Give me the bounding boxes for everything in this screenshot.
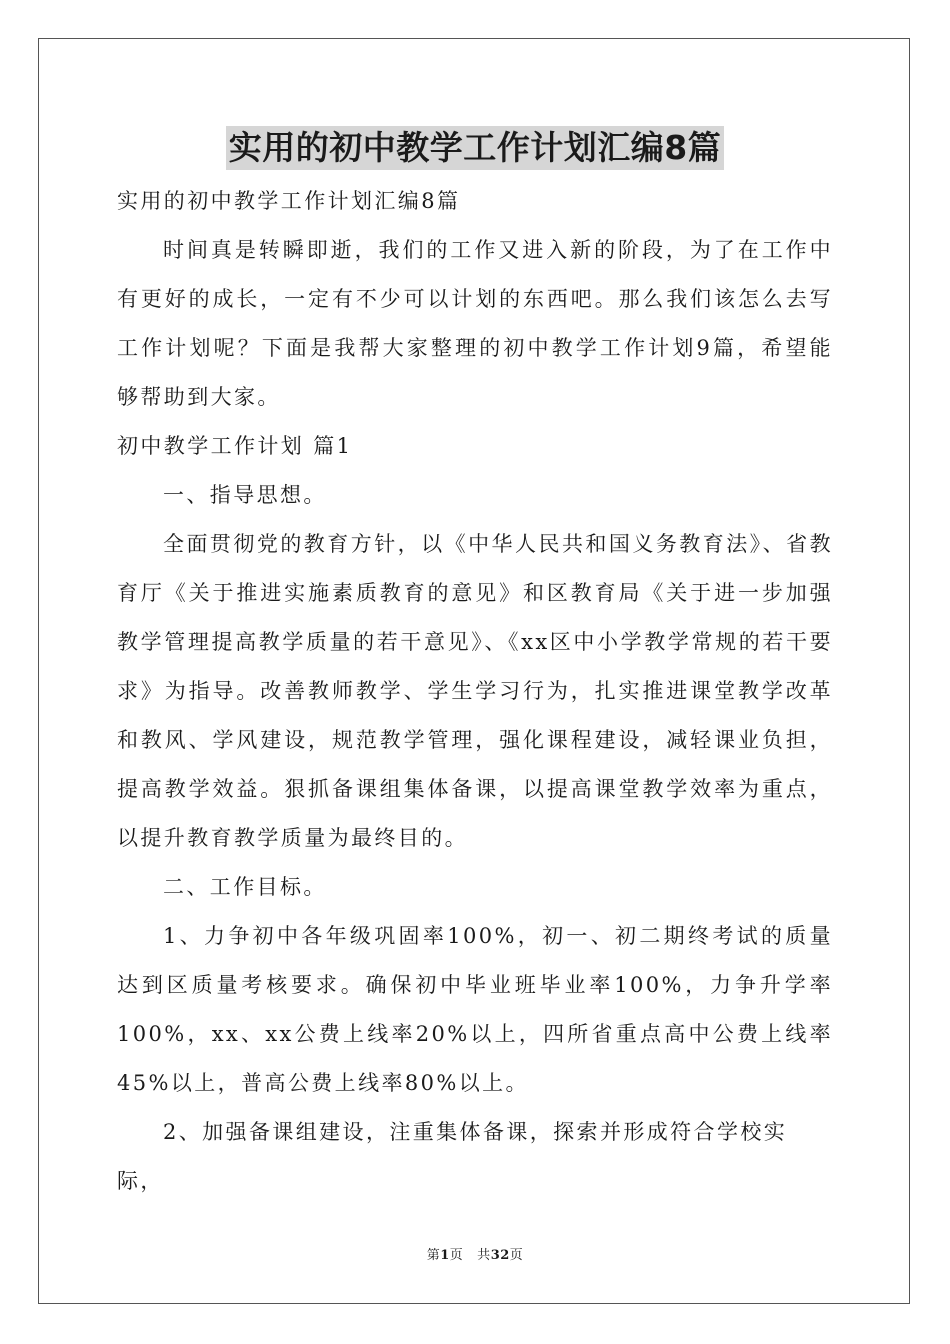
footer-total-prefix: 共 bbox=[477, 1248, 491, 1263]
footer-total-suffix: 页 bbox=[509, 1248, 524, 1263]
intro-paragraph: 时间真是转瞬即逝，我们的工作又进入新的阶段，为了在工作中有更好的成长，一定有不少可以计划的东西吧。那么我们该怎么去写工作计划呢？下面是我帮大家整理的初中教学工作计划9篇，希望能够帮助到大家。 bbox=[117, 238, 833, 409]
document-subtitle: 实用的初中教学工作计划汇编8篇 bbox=[117, 189, 461, 213]
section-heading: 初中教学工作计划 篇1 bbox=[117, 434, 353, 458]
title-container bbox=[0, 126, 950, 170]
footer-prefix: 第 bbox=[426, 1248, 441, 1263]
paragraph-guiding-thought: 全面贯彻党的教育方针，以《中华人民共和国义务教育法》、省教育厅《关于推进实施素质教育的意见》和区教育局《关于进一步加强教学管理提高教学质量的若干意见》、《xx区中小学教学常规的若干要求》为指导。改善教师教学、学生学习行为，扎实推进课堂教学改革和教风、学风建设，规范教学管理，强化课程建设，减轻课业负担，提高教学效益。狠抓备课组集体备课，以提高课堂教学效率为重点，以提升教育教学质量为最终目的。 bbox=[117, 532, 833, 850]
footer-page-total: 32 bbox=[490, 1248, 510, 1263]
document-body bbox=[117, 177, 833, 1206]
subheading-guiding-thought: 一、指导思想。 bbox=[163, 483, 327, 507]
document-title: 实用的初中教学工作计划汇编8篇 bbox=[226, 126, 724, 170]
paragraph-goal-1: 1、力争初中各年级巩固率100%，初一、初二期终考试的质量达到区质量考核要求。确保初中毕业班毕业率100%，力争升学率100%，xx、xx公费上线率20%以上，四所省重点高中公费上线率45%以上，普高公费上线率80%以上。 bbox=[117, 924, 833, 1095]
paragraph-goal-2: 2、加强备课组建设，注重集体备课，探索并形成符合学校实际， bbox=[117, 1120, 788, 1193]
page-footer bbox=[0, 1248, 950, 1264]
subheading-work-goals: 二、工作目标。 bbox=[163, 875, 327, 899]
footer-page-label: 页 bbox=[449, 1248, 464, 1263]
footer-page-current: 1 bbox=[440, 1248, 450, 1263]
